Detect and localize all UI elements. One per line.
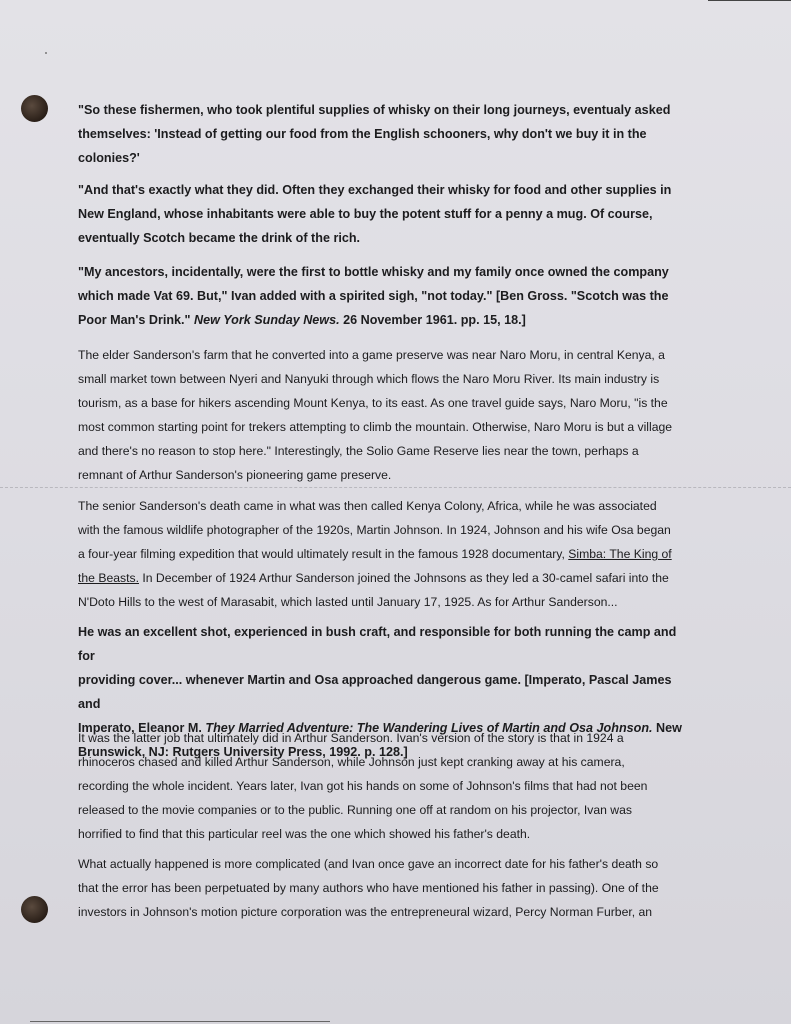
quote-paragraph-3 bbox=[78, 260, 690, 332]
text-segment: In December of 1924 Arthur Sanderson joined the Johnsons as they led a 30-camel safari into the bbox=[138, 571, 669, 585]
text-line: remnant of Arthur Sanderson's pioneering game preserve. bbox=[78, 468, 392, 482]
body-paragraph-4 bbox=[78, 852, 690, 924]
top-edge-line bbox=[708, 0, 791, 1]
text-line: rhinoceros chased and killed Arthur Sanderson, while Johnson just kept cranking away at his camera, bbox=[78, 755, 625, 769]
text-line: eventually Scotch became the drink of the rich. bbox=[78, 231, 361, 245]
text-segment: Poor Man's Drink." bbox=[78, 313, 195, 327]
text-line: What actually happened is more complicated (and Ivan once gave an incorrect date for his father's death so bbox=[78, 857, 659, 871]
text-line: The elder Sanderson's farm that he converted into a game preserve was near Naro Moru, in central Kenya, a bbox=[78, 348, 665, 362]
quote-paragraph-2 bbox=[78, 178, 690, 250]
text-line bbox=[78, 308, 690, 332]
binder-hole-bottom bbox=[21, 896, 48, 923]
text-line: colonies?' bbox=[78, 151, 140, 165]
text-segment: a four-year filming expedition that would ultimately result in the famous 1928 documentary, bbox=[78, 547, 569, 561]
text-line bbox=[78, 542, 690, 566]
text-segment: Imperato, Eleanor M. bbox=[78, 721, 206, 735]
text-line: New England, whose inhabitants were able to buy the potent stuff for a penny a mug. Of course, bbox=[78, 207, 653, 221]
text-line: horrified to find that this particular reel was the one which showed his father's death. bbox=[78, 827, 531, 841]
body-paragraph-3 bbox=[78, 726, 690, 846]
text-line: providing cover... whenever Martin and Osa approached dangerous game. [Imperato, Pascal James and bbox=[78, 673, 672, 711]
body-paragraph-2 bbox=[78, 494, 690, 614]
text-line bbox=[78, 566, 690, 590]
text-line: most common starting point for trekers attempting to climb the mountain. Otherwise, Naro Moru is but a village bbox=[78, 420, 673, 434]
bottom-edge-line bbox=[30, 1021, 330, 1022]
text-segment: New bbox=[652, 721, 682, 735]
text-line: tourism, as a base for hikers ascending Mount Kenya, to its east. As one travel guide says, Naro Moru, "is the bbox=[78, 396, 668, 410]
binder-hole-top bbox=[21, 95, 48, 122]
book-title: They Married Adventure: The Wandering Lives of Martin and Osa Johnson. bbox=[205, 721, 653, 735]
text-line: themselves: 'Instead of getting our food from the English schooners, why don't we buy it in the bbox=[78, 127, 647, 141]
text-segment: 26 November 1961. pp. 15, 18.] bbox=[339, 313, 526, 327]
text-line: N'Doto Hills to the west of Marasabit, which lasted until January 17, 1925. As for Arthur Sanderson... bbox=[78, 595, 618, 609]
quote-paragraph-1 bbox=[78, 98, 690, 170]
body-paragraph-1 bbox=[78, 343, 690, 487]
text-line: recording the whole incident. Years later, Ivan got his hands on some of Johnson's films that had not been bbox=[78, 779, 648, 793]
text-line: "And that's exactly what they did. Often they exchanged their whisky for food and other supplies in bbox=[78, 183, 672, 197]
film-title: Simba: The King of bbox=[568, 547, 672, 561]
text-line: He was an excellent shot, experienced in bush craft, and responsible for both running the camp and for bbox=[78, 625, 677, 663]
text-line: "My ancestors, incidentally, were the first to bottle whisky and my family once owned the company bbox=[78, 265, 669, 279]
text-line: "So these fishermen, who took plentiful supplies of whisky on their long journeys, eventualy asked bbox=[78, 103, 671, 117]
text-line: The senior Sanderson's death came in what was then called Kenya Colony, Africa, while he was associated bbox=[78, 499, 657, 513]
text-line: that the error has been perpetuated by many authors who have mentioned his father in passing). One of the bbox=[78, 881, 659, 895]
publication-title: New York Sunday News. bbox=[194, 313, 340, 327]
text-line: which made Vat 69. But," Ivan added with a spirited sigh, "not today." [Ben Gross. "Scotch was the bbox=[78, 289, 669, 303]
paper-speck bbox=[45, 52, 47, 54]
text-line: released to the movie companies or to the public. Running one off at random on his projector, Ivan was bbox=[78, 803, 632, 817]
text-line: Brunswick, NJ: Rutgers University Press, 1992. p. 128.] bbox=[78, 745, 408, 759]
text-line: investors in Johnson's motion picture corporation was the entrepreneural wizard, Percy Norman Furber, an bbox=[78, 905, 653, 919]
text-line: with the famous wildlife photographer of the 1920s, Martin Johnson. In 1924, Johnson and his wife Osa began bbox=[78, 523, 671, 537]
page-fold-line bbox=[0, 487, 791, 488]
film-title: the Beasts. bbox=[78, 571, 139, 585]
text-line: and there's no reason to stop here." Interestingly, the Solio Game Reserve lies near the town, perhaps a bbox=[78, 444, 639, 458]
text-line: It was the latter job that ultimately did in Arthur Sanderson. Ivan's version of the story is that in 1924 a bbox=[78, 731, 624, 745]
text-line: small market town between Nyeri and Nanyuki through which flows the Naro Moru River. Its main industry is bbox=[78, 372, 660, 386]
